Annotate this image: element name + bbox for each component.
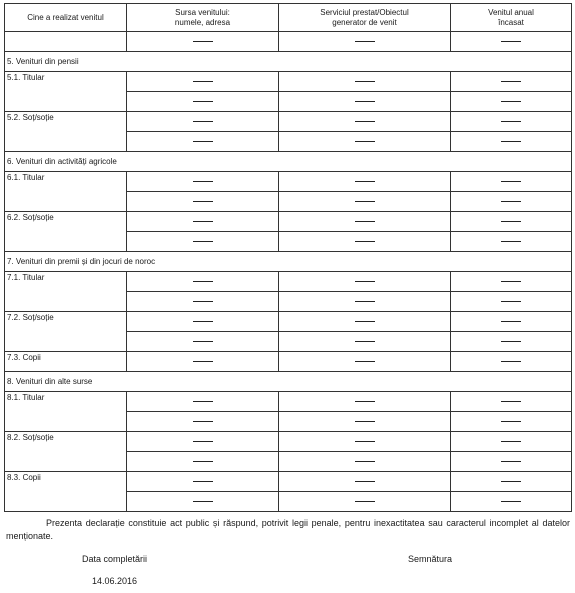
empty-value-dash	[355, 301, 375, 302]
section-title: 6. Venituri din activități agricole	[5, 152, 572, 172]
empty-value-dash	[501, 461, 521, 462]
empty-value-dash	[501, 481, 521, 482]
empty-value-dash	[501, 201, 521, 202]
empty-value-dash	[355, 401, 375, 402]
signature-label: Semnătura	[408, 554, 453, 564]
income-table	[4, 3, 572, 512]
empty-value-dash	[355, 121, 375, 122]
empty-value-dash	[193, 201, 213, 202]
empty-value-dash	[501, 421, 521, 422]
empty-value-dash	[355, 41, 375, 42]
empty-value-dash	[193, 501, 213, 502]
date-label: Data completării	[82, 554, 148, 564]
empty-value-dash	[501, 101, 521, 102]
empty-value-dash	[355, 201, 375, 202]
empty-value-dash	[355, 421, 375, 422]
empty-value-dash	[501, 321, 521, 322]
empty-value-dash	[501, 181, 521, 182]
empty-value-dash	[193, 321, 213, 322]
empty-value-dash	[355, 141, 375, 142]
section-title: 7. Venituri din premii și din jocuri de noroc	[5, 252, 572, 272]
empty-value-dash	[501, 221, 521, 222]
empty-value-dash	[501, 361, 521, 362]
table-row	[5, 32, 572, 52]
table-row	[5, 212, 572, 232]
empty-value-dash	[501, 141, 521, 142]
section-row-agricultural	[5, 152, 572, 172]
header-source: Sursa venitului: numele, adresa	[127, 4, 279, 32]
header-who: Cine a realizat venitul	[5, 4, 127, 32]
empty-value-dash	[355, 441, 375, 442]
section-row-prizes	[5, 252, 572, 272]
empty-value-dash	[355, 481, 375, 482]
table-row	[5, 272, 572, 292]
empty-value-dash	[355, 241, 375, 242]
owner-cell: 7.3. Copii	[5, 352, 127, 372]
header-income: Venitul anual încasat	[451, 4, 572, 32]
empty-value-dash	[193, 41, 213, 42]
empty-value-dash	[355, 181, 375, 182]
table-row	[5, 352, 572, 372]
section-row-pensions	[5, 52, 572, 72]
empty-value-dash	[193, 81, 213, 82]
header-service: Serviciul prestat/Obiectul generator de venit	[279, 4, 451, 32]
empty-value-dash	[355, 361, 375, 362]
owner-cell: 6.1. Titular	[5, 172, 127, 212]
empty-value-dash	[501, 241, 521, 242]
empty-value-dash	[193, 141, 213, 142]
empty-value-dash	[501, 281, 521, 282]
owner-cell: 8.1. Titular	[5, 392, 127, 432]
empty-value-dash	[193, 181, 213, 182]
table-row	[5, 392, 572, 412]
empty-value-dash	[501, 441, 521, 442]
completion-date: 14.06.2016	[92, 576, 138, 586]
empty-value-dash	[193, 361, 213, 362]
owner-cell: 5.2. Soț/soție	[5, 112, 127, 152]
empty-value-dash	[193, 401, 213, 402]
table-row	[5, 432, 572, 452]
header-row	[5, 4, 572, 32]
table-row	[5, 312, 572, 332]
legal-statement: Prezenta declarație constituie act public și răspund, potrivit legii penale, pentru inexactitatea sau caracterul incomplet al datelor menționate.	[6, 518, 570, 541]
empty-value-dash	[501, 341, 521, 342]
empty-value-dash	[193, 341, 213, 342]
empty-value-dash	[355, 461, 375, 462]
owner-cell: 6.2. Soț/soție	[5, 212, 127, 252]
empty-value-dash	[501, 121, 521, 122]
empty-value-dash	[193, 301, 213, 302]
empty-value-dash	[355, 221, 375, 222]
table-row	[5, 72, 572, 92]
owner-cell: 8.3. Copii	[5, 472, 127, 512]
empty-value-dash	[355, 81, 375, 82]
empty-value-dash	[193, 121, 213, 122]
empty-value-dash	[193, 461, 213, 462]
empty-value-dash	[193, 101, 213, 102]
empty-value-dash	[501, 301, 521, 302]
empty-value-dash	[355, 501, 375, 502]
empty-value-dash	[501, 401, 521, 402]
empty-value-dash	[501, 501, 521, 502]
table-row	[5, 472, 572, 492]
section-row-other-sources	[5, 372, 572, 392]
owner-cell: 7.1. Titular	[5, 272, 127, 312]
empty-value-dash	[501, 41, 521, 42]
empty-value-dash	[355, 101, 375, 102]
empty-value-dash	[193, 221, 213, 222]
empty-value-dash	[193, 481, 213, 482]
empty-value-dash	[355, 341, 375, 342]
empty-value-dash	[501, 81, 521, 82]
section-title: 8. Venituri din alte surse	[5, 372, 572, 392]
empty-value-dash	[193, 281, 213, 282]
owner-cell: 8.2. Soț/soție	[5, 432, 127, 472]
empty-value-dash	[355, 281, 375, 282]
empty-value-dash	[193, 241, 213, 242]
section-title: 5. Venituri din pensii	[5, 52, 572, 72]
empty-value-dash	[355, 321, 375, 322]
empty-value-dash	[193, 421, 213, 422]
table-row	[5, 172, 572, 192]
owner-cell: 7.2. Soț/soție	[5, 312, 127, 352]
table-row	[5, 112, 572, 132]
empty-value-dash	[193, 441, 213, 442]
owner-cell: 5.1. Titular	[5, 72, 127, 112]
